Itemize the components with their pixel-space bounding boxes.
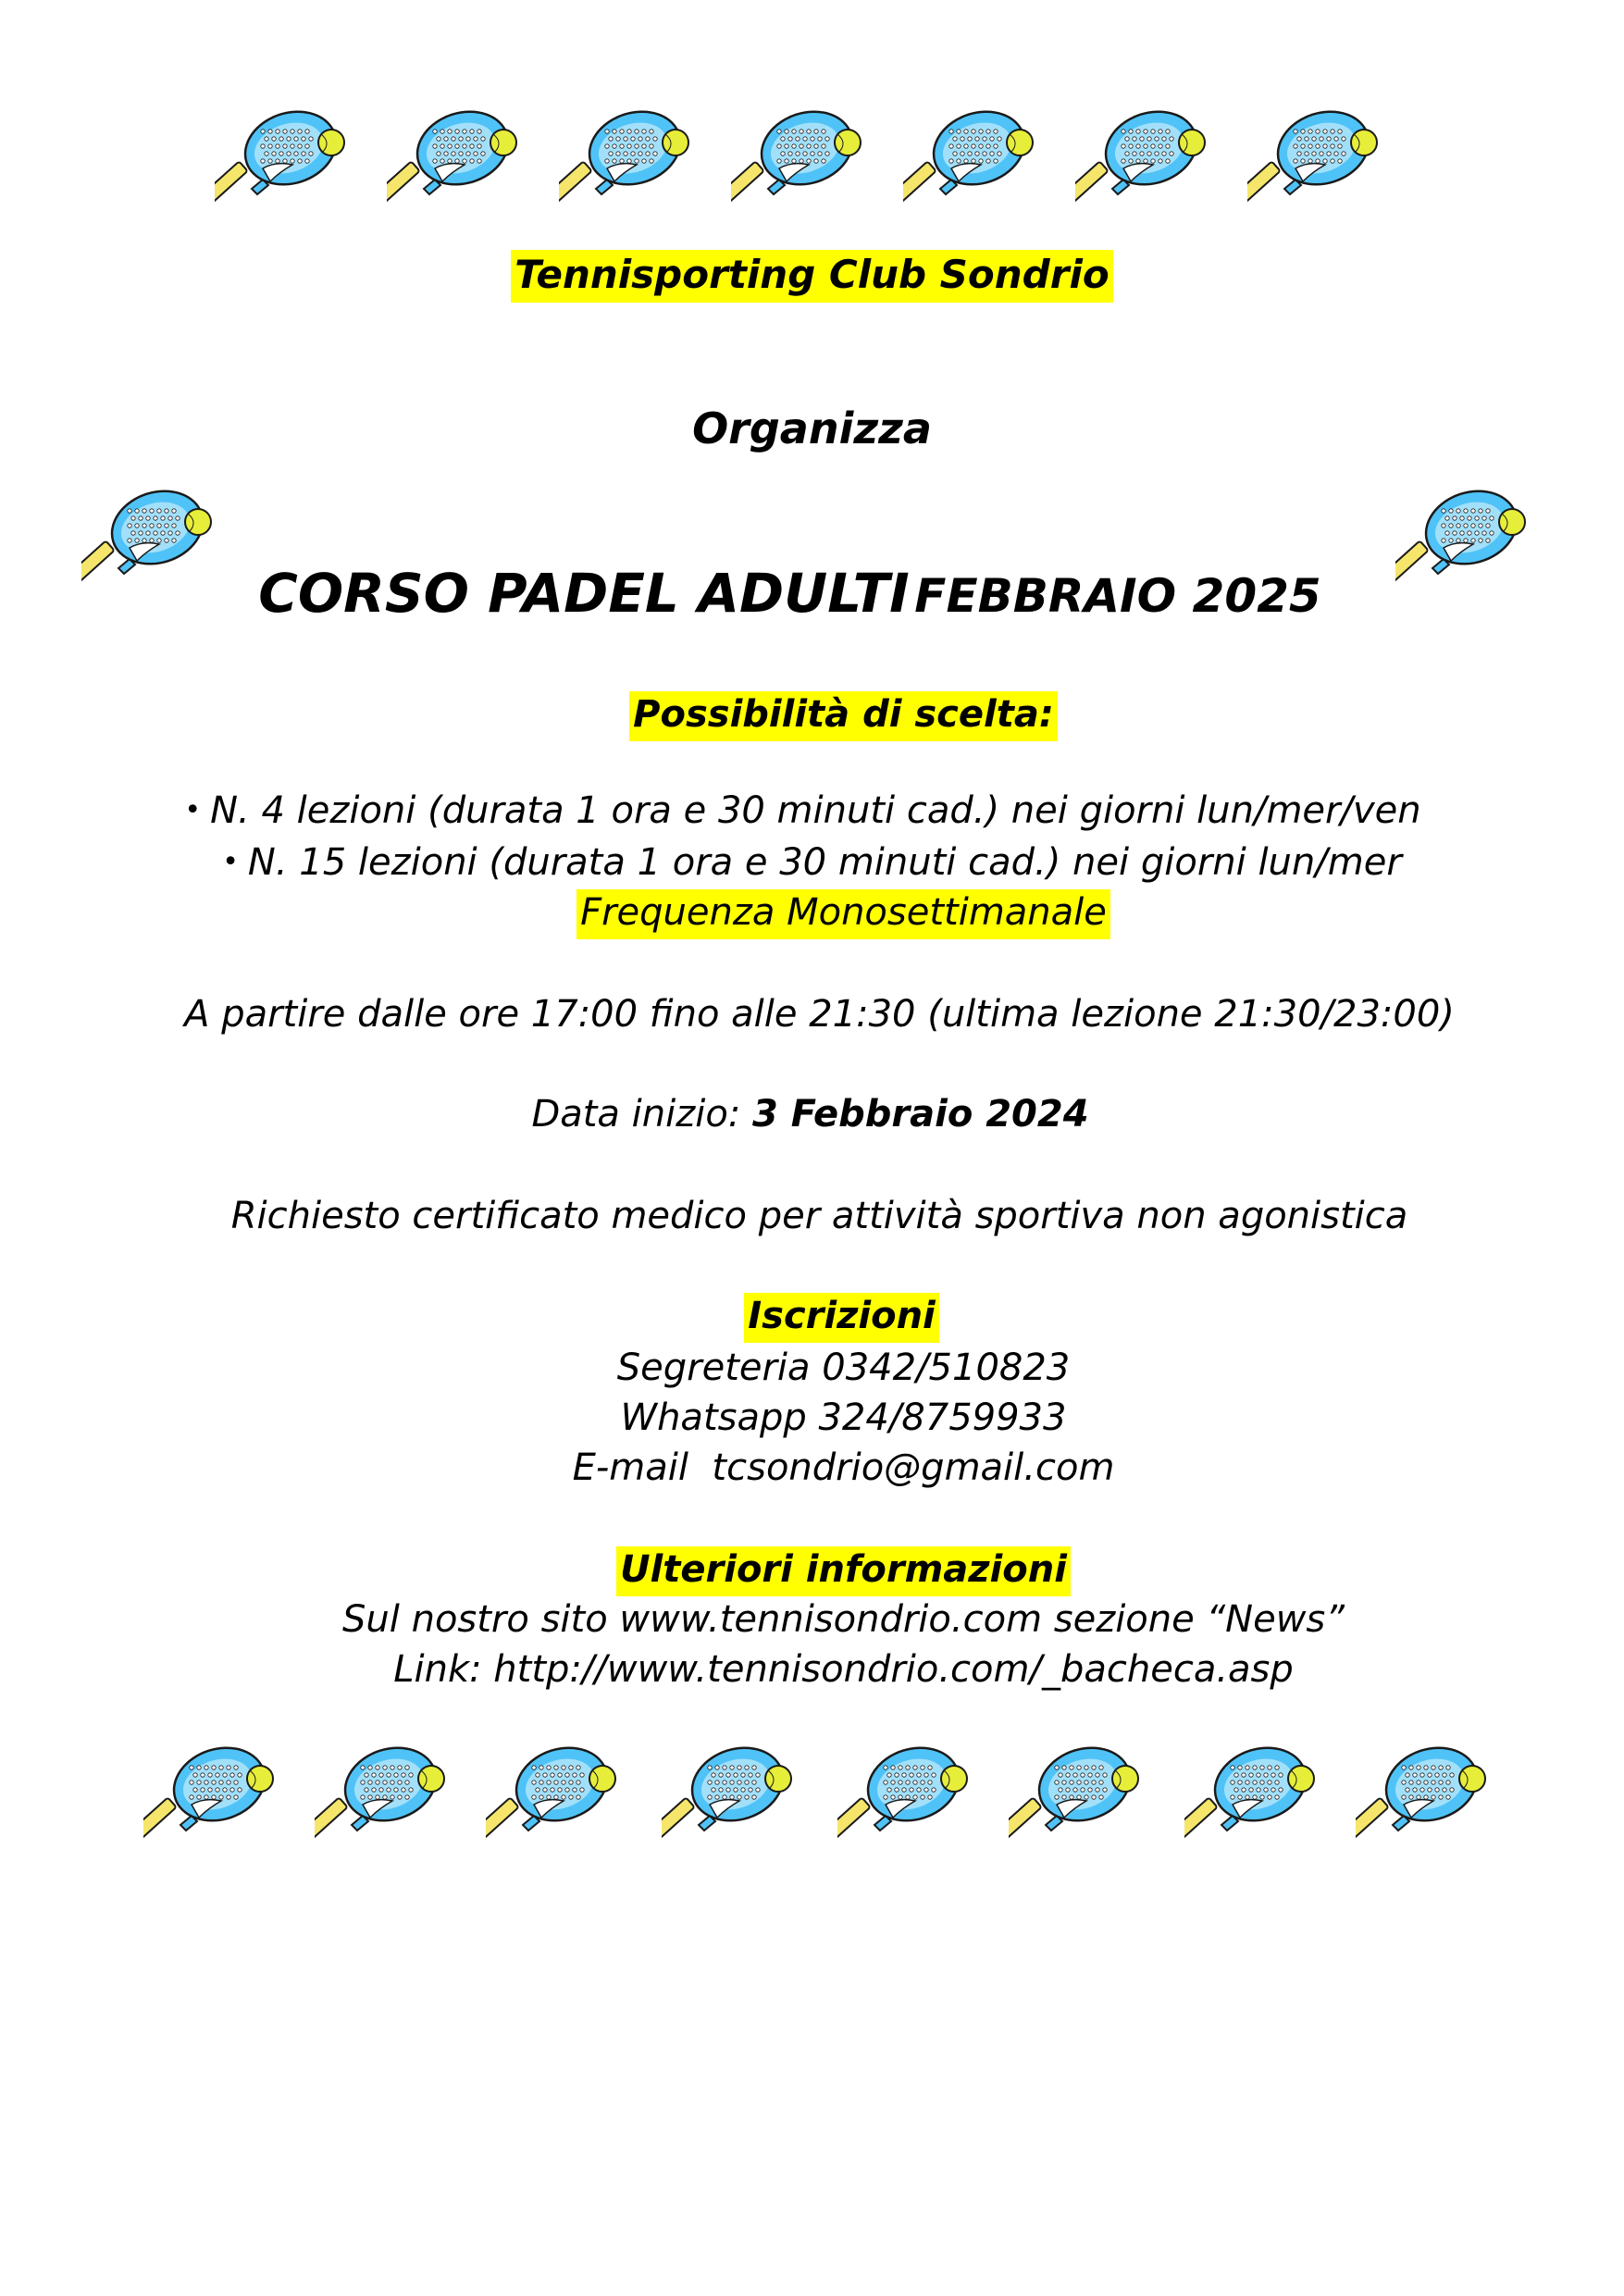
- padel-racket-icon: [387, 104, 526, 224]
- options-heading-line: [31, 693, 1624, 736]
- padel-racket-icon: [1184, 1740, 1323, 1860]
- padel-racket-icon: [1356, 1740, 1494, 1860]
- padel-racket-icon: [143, 1740, 282, 1860]
- whatsapp-phone: Whatsapp 324/8759933: [620, 1396, 1067, 1439]
- course-title-main: CORSO PADEL ADULTI: [258, 562, 910, 625]
- course-title-month: FEBBRAIO 2025: [914, 569, 1321, 623]
- padel-racket-icon: [315, 1740, 453, 1860]
- option-item-text: N. 15 lezioni (durata 1 ora e 30 minuti cad.) nei giorni lun/mer: [247, 841, 1402, 884]
- organizza-heading: Organizza: [692, 403, 932, 453]
- bullet-icon: •: [222, 846, 239, 878]
- padel-racket-icon: [903, 104, 1042, 224]
- website-line: Sul nostro sito www.tennisondrio.com sezione “News”: [342, 1598, 1345, 1641]
- registrations-heading-line: [30, 1295, 1624, 1337]
- option-item: [0, 789, 1615, 832]
- padel-racket-icon: [731, 104, 870, 224]
- frequency-text: Frequenza Monosettimanale: [576, 889, 1110, 939]
- start-date-line: [0, 1093, 1622, 1136]
- padel-racket-icon: [1247, 104, 1386, 224]
- requirement-text: Richiesto certificato medico per attività sportiva non agonistica: [230, 1195, 1408, 1237]
- padel-racket-icon: [215, 104, 353, 224]
- bacheca-link-line[interactable]: Link: http://www.tennisondrio.com/_bacheca.asp: [393, 1648, 1294, 1691]
- padel-racket-icon: [837, 1740, 976, 1860]
- options-heading: Possibilità di scelta:: [629, 691, 1058, 741]
- option-item: [0, 841, 1624, 884]
- email-label: E-mail: [572, 1446, 688, 1489]
- club-name: Tennisporting Club Sondrio: [511, 250, 1112, 303]
- start-date-label: Data inizio:: [531, 1093, 741, 1136]
- email-value[interactable]: tcsondrio@gmail.com: [712, 1446, 1115, 1489]
- more-info-heading-line: [31, 1548, 1624, 1591]
- schedule-text: A partire dalle ore 17:00 fino alle 21:30 (ultima lezione 21:30/23:00): [184, 993, 1455, 1036]
- option-item-text: N. 4 lezioni (durata 1 ora e 30 minuti cad.) nei giorni lun/mer/ven: [210, 789, 1421, 832]
- padel-racket-icon: [1009, 1740, 1147, 1860]
- padel-racket-icon: [1075, 104, 1214, 224]
- secretary-phone: Segreteria 0342/510823: [616, 1347, 1071, 1389]
- club-name-line: [0, 252, 1624, 297]
- start-date-value: 3 Febbraio 2024: [752, 1093, 1089, 1136]
- bullet-icon: •: [184, 794, 202, 826]
- padel-racket-icon: [486, 1740, 625, 1860]
- registrations-heading: Iscrizioni: [744, 1293, 939, 1343]
- frequency-line: [31, 891, 1624, 934]
- padel-racket-icon: [559, 104, 698, 224]
- padel-racket-icon: [662, 1740, 800, 1860]
- course-title: [0, 562, 1602, 625]
- email-line: [31, 1446, 1624, 1489]
- more-info-heading: Ulteriori informazioni: [616, 1546, 1071, 1596]
